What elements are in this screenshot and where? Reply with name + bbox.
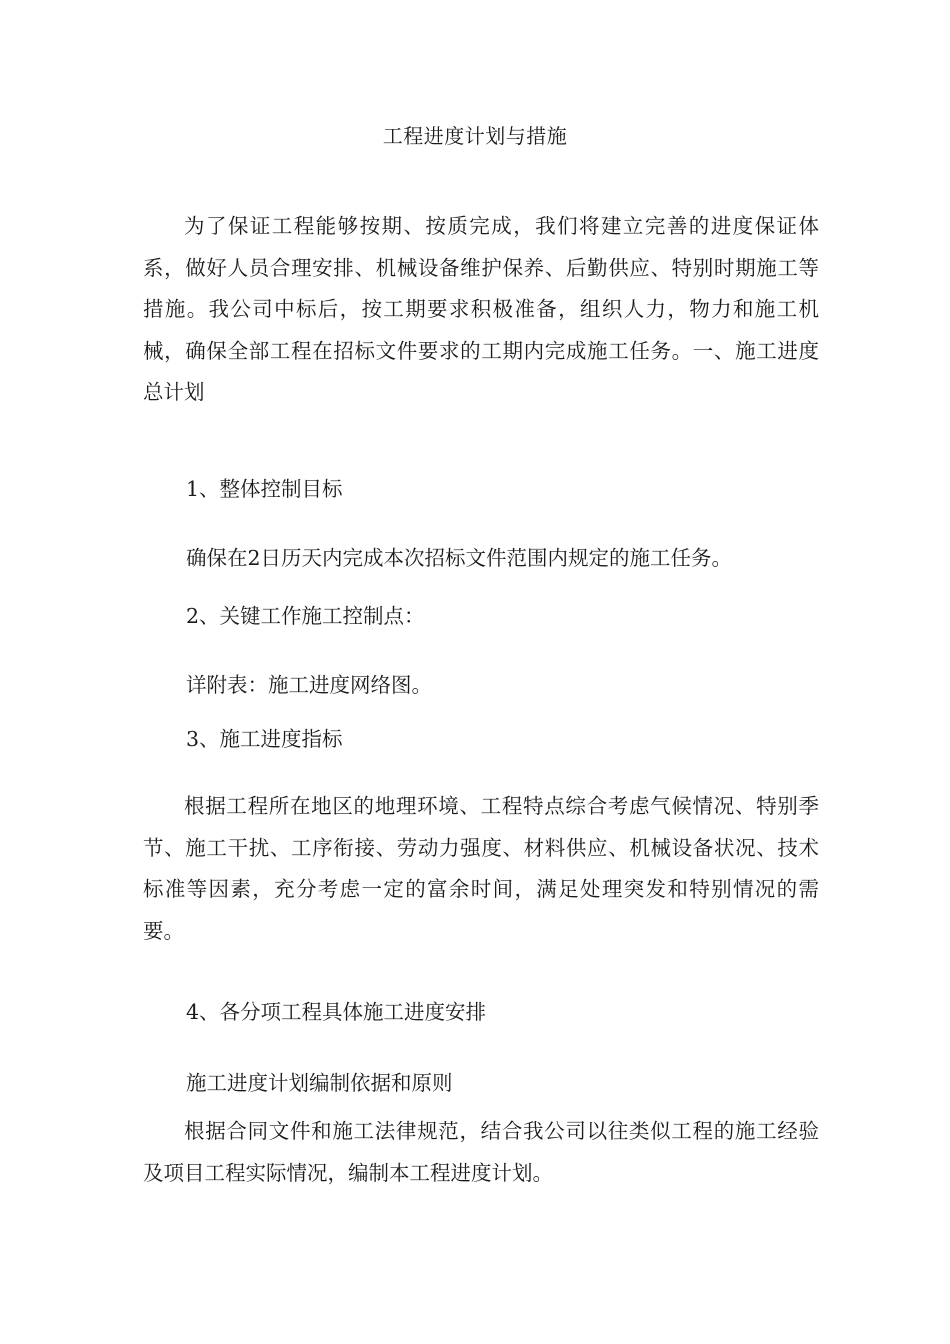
intro-paragraph: 为了保证工程能够按期、按质完成，我们将建立完善的进度保证体系，做好人员合理安排、机械设备维护保养、后勤供应、特别时期施工等措施。我公司中标后，按工期要求积极准备，组织人力，物力和施工机械，确保全部工程在招标文件要求的工期内完成施工任务。一、施工进度总计划 (143, 214, 819, 404)
document-title: 工程进度计划与措施 (382, 124, 568, 148)
section-heading-2: 2、关键工作施工控制点： (186, 604, 425, 628)
goal-paragraph: 确保在2日历天内完成本次招标文件范围内规定的施工任务。 (186, 546, 733, 570)
indicators-paragraph: 根据工程所在地区的地理环境、工程特点综合考虑气候情况、特别季节、施工干扰、工序衔接、劳动力强度、材料供应、机械设备状况、技术标准等因素，充分考虑一定的富余时间，满足处理突发和特别情况的需要。 (143, 794, 819, 943)
section-heading-3: 3、施工进度指标 (186, 727, 343, 751)
basis-paragraph: 根据合同文件和施工法律规范，结合我公司以往类似工程的施工经验及项目工程实际情况，编制本工程进度计划。 (143, 1119, 819, 1185)
section-heading-4: 4、各分项工程具体施工进度安排 (186, 1000, 487, 1024)
section-heading-1: 1、整体控制目标 (186, 477, 343, 501)
attachment-paragraph: 详附表：施工进度网络图。 (186, 673, 432, 697)
basis-heading: 施工进度计划编制依据和原则 (186, 1071, 453, 1095)
